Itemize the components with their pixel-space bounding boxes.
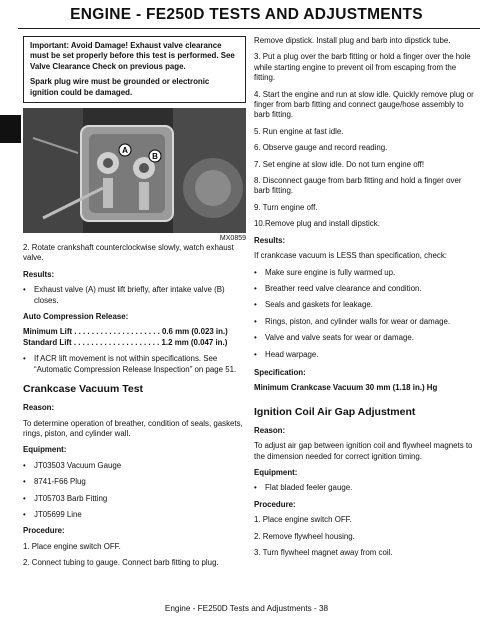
list-item <box>23 494 246 504</box>
warning-box <box>23 36 246 103</box>
result-text: Exhaust valve (A) must lift briefly, after intake valve (B) closes. <box>34 285 225 305</box>
crankcase-vacuum-heading: Crankcase Vacuum Test <box>23 383 144 396</box>
check-item: Seals and gaskets for leakage. <box>265 300 373 310</box>
standard-lift-spec: Standard Lift . . . . . . . . . . . . . . . . . . . . 1.2 mm (0.047 in.) <box>23 337 228 347</box>
results-intro: If crankcase vacuum is LESS than specification, check: <box>254 251 447 261</box>
equipment-heading: Equipment: <box>23 445 67 455</box>
procedure-heading: Procedure: <box>254 499 296 509</box>
procedure-heading: Procedure: <box>23 526 65 536</box>
bullet: • <box>23 509 26 519</box>
list-item <box>23 510 246 520</box>
list-item <box>254 350 476 360</box>
equipment-item: JT03503 Vacuum Gauge <box>34 460 122 470</box>
left-column <box>23 36 246 575</box>
step-2-text: 2. Rotate crankshaft counterclockwise slowly, watch exhaust valve. <box>23 243 234 263</box>
page-title: ENGINE - FE250D TESTS AND ADJUSTMENTS <box>70 6 423 23</box>
check-item: Head warpage. <box>265 349 319 359</box>
acr-heading: Auto Compression Release: <box>23 312 129 322</box>
equipment-item: Flat bladed feeler gauge. <box>265 483 353 493</box>
engine-valve-photo <box>23 108 246 233</box>
bullet: • <box>254 349 257 359</box>
check-item: Valve and valve seats for wear or damage. <box>265 333 414 343</box>
equipment-heading: Equipment: <box>254 467 298 477</box>
reason-text: To adjust air gap between ignition coil and flywheel magnets to the dimension needed for correct ignition timing. <box>254 441 473 461</box>
list-item <box>254 300 476 310</box>
procedure-step: 6. Observe gauge and record reading. <box>254 143 388 153</box>
specification-text: Minimum Crankcase Vacuum 30 mm (1.18 in.) Hg <box>254 383 438 393</box>
bullet: • <box>254 333 257 343</box>
procedure-step: 8. Disconnect gauge from barb fitting and hold a finger over barb fitting. <box>254 176 462 196</box>
procedure-step: 7. Set engine at slow idle. Do not turn engine off! <box>254 159 425 169</box>
equipment-item: JT05699 Line <box>34 509 82 519</box>
acr-note <box>23 354 246 375</box>
acr-note-text: If ACR lift movement is not within specifications. See “Automatic Compression Release Inspection” on page 51. <box>34 354 237 374</box>
procedure-step: 1. Place engine switch OFF. <box>254 515 352 525</box>
page-footer: Engine - FE250D Tests and Adjustments - 38 <box>164 604 329 613</box>
bullet: • <box>23 460 26 470</box>
result-item <box>23 285 246 306</box>
warning-text-2: Spark plug wire must be grounded or electronic ignition could be damaged. <box>30 77 210 97</box>
callout-a-label: A <box>122 146 128 156</box>
equipment-item: JT05703 Barb Fitting <box>34 493 108 503</box>
min-lift-spec: Minimum Lift . . . . . . . . . . . . . . . . . . . . 0.6 mm (0.023 in.) <box>23 327 228 337</box>
procedure-step: 5. Run engine at fast idle. <box>254 126 344 136</box>
check-item: Breather reed valve clearance and condition. <box>265 283 422 293</box>
list-item <box>254 284 476 294</box>
check-item: Make sure engine is fully warmed up. <box>265 267 396 277</box>
procedure-step: 3. Turn flywheel magnet away from coil. <box>254 548 393 557</box>
bullet: • <box>23 477 26 487</box>
bullet: • <box>23 493 26 503</box>
check-item: Rings, piston, and cylinder walls for wear or damage. <box>265 316 451 326</box>
warning-text-1: Important: Avoid Damage! Exhaust valve clearance must be set properly before this test is performed. See Valve Clearance Check on previous page. <box>30 41 235 71</box>
procedure-step: 2. Connect tubing to gauge. Connect barb fitting to plug. <box>23 558 219 568</box>
list-item <box>23 477 246 487</box>
bullet: • <box>254 283 257 293</box>
list-item <box>254 268 476 278</box>
list-item <box>254 333 476 343</box>
check-list <box>254 268 476 360</box>
title-rule <box>18 28 480 29</box>
equipment-list <box>23 461 246 521</box>
procedure-step: 4. Start the engine and run at slow idle. Quickly remove plug or finger from barb fitting and connect gauge/hose assembly to barb fitting. <box>254 89 474 120</box>
procedure-step: 3. Put a plug over the barb fitting or hold a finger over the hole while starting engine to prevent oil from escaping from the fitting. <box>254 52 471 83</box>
reason-heading: Reason: <box>23 403 55 413</box>
engine-valve-illustration <box>23 108 246 233</box>
bullet: • <box>254 300 257 310</box>
right-column <box>254 36 476 564</box>
bullet: • <box>254 483 257 493</box>
results-heading: Results: <box>23 269 55 279</box>
bullet: • <box>254 267 257 277</box>
results-heading: Results: <box>254 235 286 245</box>
equipment-item: 8741-F66 Plug <box>34 477 86 487</box>
callout-b-label: B <box>152 152 158 162</box>
procedure-step: 10.Remove plug and install dipstick. <box>254 219 380 229</box>
ignition-coil-heading: Ignition Coil Air Gap Adjustment <box>254 405 416 418</box>
procedure-step: Remove dipstick. Install plug and barb into dipstick tube. <box>254 36 451 45</box>
reason-text: To determine operation of breather, condition of seals, gaskets, rings, piston, and cylinder wall. <box>23 418 243 438</box>
bullet: • <box>23 285 26 295</box>
procedure-step: 2. Remove flywheel housing. <box>254 531 355 541</box>
bullet: • <box>23 354 26 364</box>
specification-heading: Specification: <box>254 367 306 377</box>
reason-heading: Reason: <box>254 425 286 435</box>
bullet: • <box>254 316 257 326</box>
list-item <box>254 483 476 493</box>
figure-caption: MX0859 <box>219 235 246 243</box>
procedure-step: 9. Turn engine off. <box>254 202 318 212</box>
section-tab-marker <box>0 115 21 143</box>
list-item <box>254 317 476 327</box>
procedure-step: 1. Place engine switch OFF. <box>23 541 121 551</box>
list-item <box>23 461 246 471</box>
